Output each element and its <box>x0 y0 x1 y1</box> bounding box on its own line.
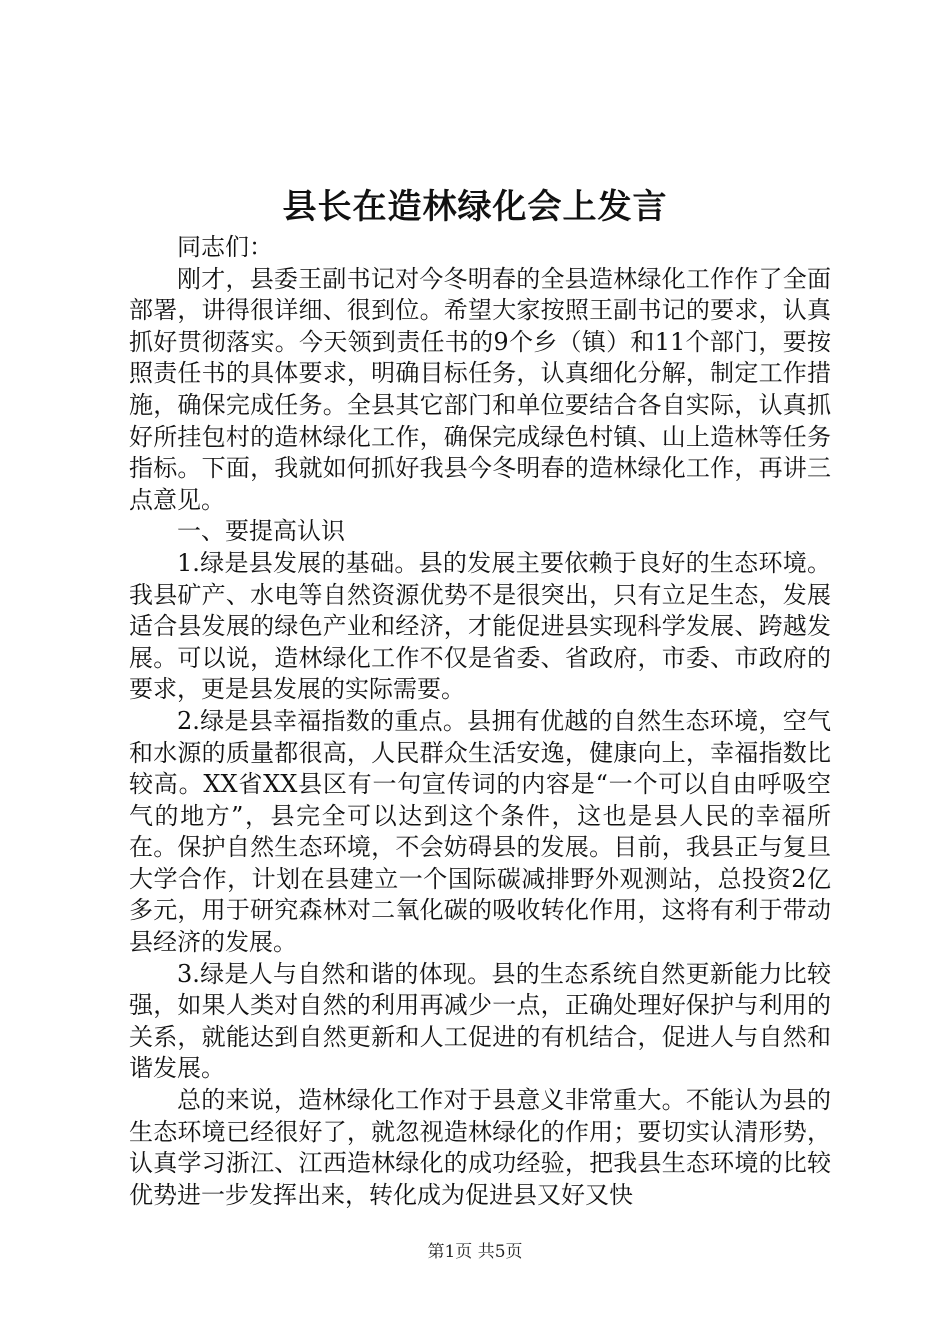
point-3-paragraph: 3.绿是人与自然和谐的体现。县的生态系统自然更新能力比较强，如果人类对自然的利用再减少一点，正确处理好保护与利用的关系，就能达到自然更新和人工促进的有机结合，促进人与自然和谐发展。 <box>129 959 831 1083</box>
point-2-paragraph: 2.绿是县幸福指数的重点。县拥有优越的自然生态环境，空气和水源的质量都很高，人民群众生活安逸，健康向上，幸福指数比较高。XX省XX县区有一句宣传词的内容是“一个可以自由呼吸空气的地方”，县完全可以达到这个条件，这也是县人民的幸福所在。保护自然生态环境，不会妨碍县的发展。目前，我县正与复旦大学合作，计划在县建立一个国际碳减排野外观测站，总投资2亿多元，用于研究森林对二氧化碳的吸收转化作用，这将有利于带动县经济的发展。 <box>129 706 831 957</box>
section-heading: 一、要提高认识 <box>177 517 345 546</box>
document-body <box>129 232 831 1211</box>
intro-paragraph: 刚才，县委王副书记对今冬明春的全县造林绿化工作作了全面部署，讲得很详细、很到位。希望大家按照王副书记的要求，认真抓好贯彻落实。今天领到责任书的9个乡（镇）和11个部门，要按照责任书的具体要求，明确目标任务，认真细化分解，制定工作措施，确保完成任务。全县其它部门和单位要结合各自实际，认真抓好所挂包村的造林绿化工作，确保完成绿色村镇、山上造林等任务指标。下面，我就如何抓好我县今冬明春的造林绿化工作，再讲三点意见。 <box>129 264 831 514</box>
page-number-footer: 第1页 共5页 <box>427 1242 523 1262</box>
document-title: 县长在造林绿化会上发言 <box>282 187 668 227</box>
summary-paragraph: 总的来说，造林绿化工作对于县意义非常重大。不能认为县的生态环境已经很好了，就忽视造林绿化的作用；要切实认清形势，认真学习浙江、江西造林绿化的成功经验，把我县生态环境的比较优势进一步发挥出来，转化成为促进县又好又快 <box>129 1086 831 1209</box>
salutation-paragraph: 同志们： <box>177 233 273 261</box>
point-1-paragraph: 1.绿是县发展的基础。县的发展主要依赖于良好的生态环境。我县矿产、水电等自然资源优势不是很突出，只有立足生态，发展适合县发展的绿色产业和经济，才能促进县实现科学发展、跨越发展。可以说，造林绿化工作不仅是省委、省政府，市委、市政府的要求，更是县发展的实际需要。 <box>129 548 831 704</box>
